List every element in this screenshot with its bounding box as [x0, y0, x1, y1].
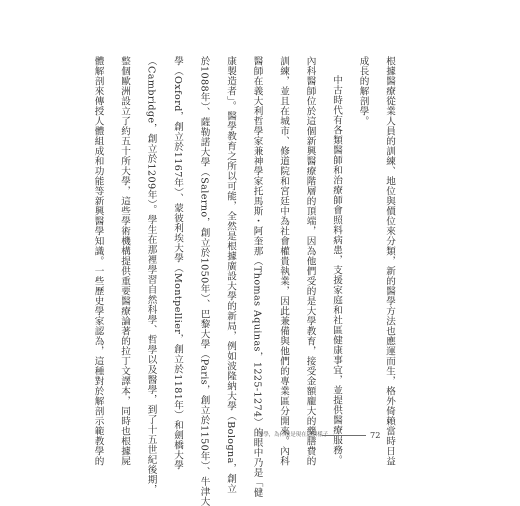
text-column: 整個歐洲設立了約五十所大學，這些學術機構提供重要醫療論著的拉丁文譯本，同時也根據屍: [119, 56, 130, 466]
text-column: 中古時代有各類醫師和治療師會照料病患，支援家庭和社區健康事宜，並提供醫療服務。: [331, 75, 342, 466]
text-column: 訓練，並且在城市、修道院和宮廷中為社會權貴執業，因此兼備與他們的專業區分開來。內科: [278, 56, 289, 466]
text-column: 根據醫療從業人員的訓練、地位與價位來分類，新的醫學方法也應運而生，格外倚賴當時日益: [384, 56, 395, 466]
text-column: 體解剖來傳授人體組成和功能等新興醫學知識。一些歷史學家認為，這種對於解剖示範教學的: [92, 56, 104, 466]
text-column: 內科醫師位於這個新興醫療階層的頂端，因為他們受的是大學教育，接受金額龐大的藥膳費的: [304, 56, 316, 466]
text-column: 醫師在義大利哲學家兼神學家托馬斯・阿奎那（Thomas Aquinas，1225-1274）的眼中乃是「健: [251, 56, 263, 498]
text-column: 康製造者」。醫學教育之所以可能，全然是根據廣設大學的新局，例如波隆納大學（Bologna，創立: [225, 56, 236, 494]
page-footer: [0, 431, 520, 443]
text-column: 學（Oxford，創立於1167年）、蒙彼利埃大學（Montpellier，創立於1181年）和劍橋大學: [172, 56, 183, 471]
footer-rule: [322, 435, 366, 436]
text-column: （Cambridge，創立於1209年）。學生在那裡學習自然科學、哲學以及醫學，到了十五世紀後期，: [145, 56, 157, 495]
page-number: 72: [370, 430, 381, 440]
text-column: 成長的解剖學。: [357, 56, 369, 126]
running-head: 醫學，為什麼是現在這個樣子: [258, 432, 329, 438]
text-column: 於1088年）、薩勒諾大學（Salerno，創立於1050年）、巴黎大學（Paris，創立於1150年）、牛津大: [198, 56, 210, 506]
